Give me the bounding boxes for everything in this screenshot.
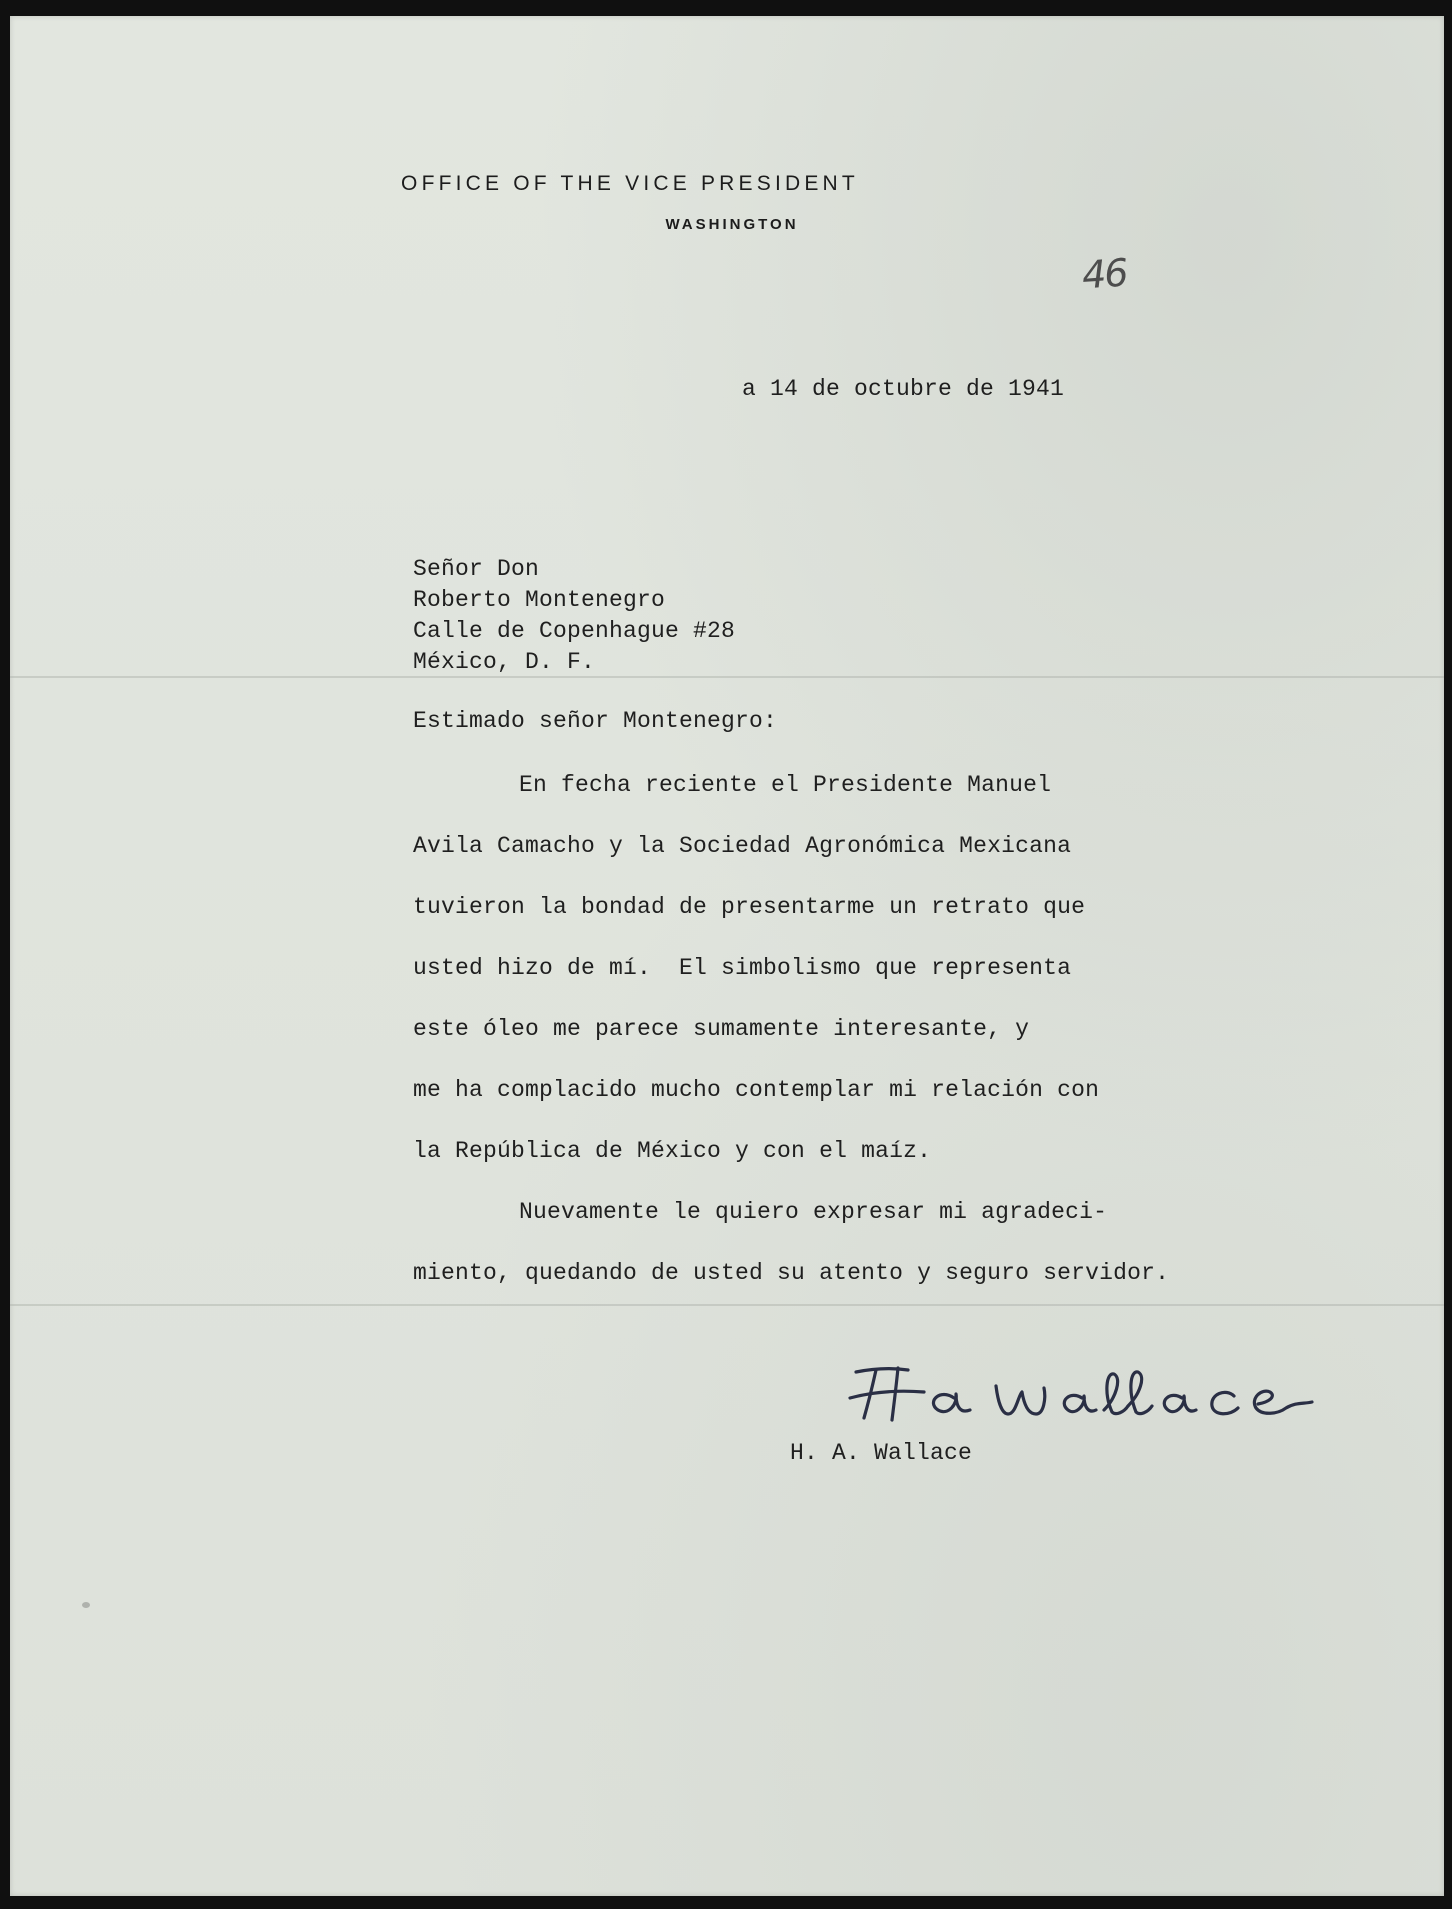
- recipient-line: Calle de Copenhague #28: [413, 618, 736, 644]
- body-line: este óleo me parece sumamente interesante, y: [413, 1016, 1030, 1042]
- body-line: la República de México y con el maíz.: [413, 1138, 932, 1164]
- typed-signer-name: H. A. Wallace: [790, 1440, 973, 1466]
- letterhead-city: [0, 216, 1452, 233]
- handwritten-page-number: 46: [1080, 250, 1128, 298]
- recipient-line: Señor Don: [413, 556, 540, 582]
- fold-line: [10, 1304, 1444, 1306]
- body-line: me ha complacido mucho contemplar mi relación con: [413, 1077, 1100, 1103]
- body-line: Nuevamente le quiero expresar mi agradeci-: [519, 1199, 1108, 1225]
- handwritten-signature: [846, 1358, 1320, 1428]
- letterhead-city-text: WASHINGTON: [665, 216, 799, 233]
- letter-date: a 14 de octubre de 1941: [742, 376, 1065, 402]
- body-line: Avila Camacho y la Sociedad Agronómica Mexicana: [413, 833, 1072, 859]
- ink-smudge: [82, 1602, 90, 1608]
- fold-line: [10, 676, 1444, 678]
- body-line: En fecha reciente el Presidente Manuel: [519, 772, 1052, 798]
- salutation: Estimado señor Montenegro:: [413, 708, 778, 734]
- letterhead-office-text: OFFICE OF THE VICE PRESIDENT: [401, 172, 859, 195]
- recipient-line: México, D. F.: [413, 649, 596, 675]
- letterhead-office: [0, 172, 1292, 196]
- recipient-line: Roberto Montenegro: [413, 587, 666, 613]
- body-line: miento, quedando de usted su atento y seguro servidor.: [413, 1260, 1170, 1286]
- body-line: tuvieron la bondad de presentarme un retrato que: [413, 894, 1086, 920]
- body-line: usted hizo de mí. El simbolismo que representa: [413, 955, 1072, 981]
